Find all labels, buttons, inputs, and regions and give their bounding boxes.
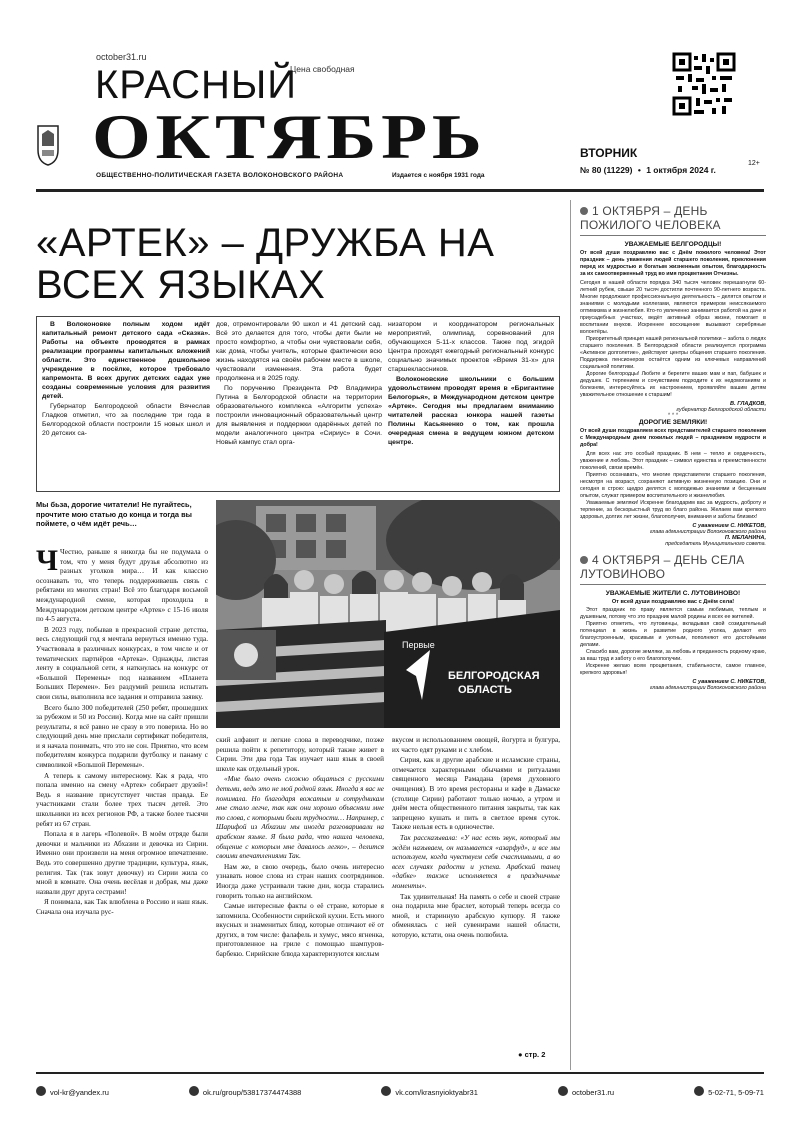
day-label: ВТОРНИК	[580, 146, 638, 160]
greet2-bold: От всей души поздравляем всех представителей старшего поколения с Международным днем пожилых людей – праздником мудрости и добра!	[580, 428, 766, 448]
article-a-p3: Всего было 300 победителей (250 ребят, прошедших за рубежом и 50 из России). Когда мне на сайт пришли результаты, я всё равно не сразу в это поверила. Но во следующий день мне прислали сертификат победителя, и я начала понимать, что это не сон. Приятно, что всем победителям конкурса подарили футболку и панаму с символикой «Большой Перемены».	[36, 703, 208, 770]
arrow-icon: ●	[518, 1050, 523, 1059]
article-col-a	[36, 544, 208, 919]
article-a-p6: Я понимала, как Так влюблена в Россию и наш язык. Сначала она изучала рус-	[36, 898, 208, 916]
article-b-p3: Нам же, в свою очередь, было очень интересно узнавать новое слова из стран наших соотрядников. Иногда даже устраивали такие дни, когда старались говорить только на английском.	[216, 862, 384, 900]
footer-site-text: october31.ru	[571, 1088, 615, 1097]
greet1-p1: Сегодня в нашей области порядка 340 тысяч человек перешагнули 60-летний рубеж, свыше 20 тысяч достигли почтенного 90-летнего возраста. Многие продолжают профессиональную деятельность – делятся опытом и знаниями с молодыми коллегами, являются примером неиссякаемого оптимизма и жизнелюбия. Кто-то увлеченно занимается работой на даче и приусадебных участках, ведёт активный образ жизни, помогает в воспитании внуков. Искреннее восхищение вызывают серебряные волонтёры.	[580, 280, 766, 335]
article-b-p2: «Мне было очень сложно общаться с русскими детьми, ведь это не мой родной язык. Иногда я вас не понимала. Но благодаря вожатым и сотрудникам мне стало легче, так как они хорошо объясняли мне то слова, с которыми были трудности… Например, с Шарифой из Абхазии мы иногда разговаривали на арабском языке. Я была рада, что нашла человека, общение с которым мне давалось легко», – делится своими впечатлениями Так.	[216, 775, 384, 861]
intro-col1-p2: Губернатор Белгородской области Вячеслав Гладков отметил, что за последние три года в Белгородской области построили 15 новых школ и 20 детских са-	[42, 403, 210, 437]
greet2-head: ДОРОГИЕ ЗЕМЛЯКИ!	[638, 419, 708, 426]
masthead-title-line1: КРАСНЫЙ	[95, 63, 298, 107]
intro-col3-p2: Волоконовские школьники с большим удовольствием проводят время в «Бригантине Белогорья», в Международном детском центре «Артек». Сегодня мы предлагаем вниманию читателей рассказ юнкора нашей газеты Полины Касьяненко о том, как прошла очередная смена в ведущем южном детском центре.	[388, 376, 554, 446]
article-c-p4: Так удивительная! На память о себе и своей стране она подарила мне браслет, который теперь всегда со мной, и старинную арабскую купюру. Я также обменялась с ней сувенирами нашей области, которую, кстати, она очень полюбила.	[392, 892, 560, 939]
article-c-p2: Сирия, как и другие арабские и исламские страны, отмечается характерными обычаями и ритуалами священного месяца Рамадана (время духовного очищения). В это время рестораны и кафе в Дамаске (столице Сирии) работают только ночью, а утром и днём места общественного питания закрыты, так как запрещено кушать и пить в светлое время суток. Также нельзя есть в одиночестве.	[392, 756, 560, 832]
article-a-p5: Попала я в лагерь «Полевой». В моём отряде были девочки и мальчики из Абхазии и девочка из Сирии. Именно они произвели на меня огромное впечатление. Ведь это совершенно другие традиции, культура, язык, религия. Так (так зовут девочку) из Сирии жила со мной в комнате. Она очень весёлая и добрая, мы даже назвали друг друга сестрами!	[36, 830, 208, 896]
site-url[interactable]: october31.ru	[96, 52, 147, 62]
greet2-p3: Уважаемые земляки! Искренне благодарим вас за мудрость, доброту и терпение, за бескорыстный труд во благо района. Желаем вам крепкого здоровья, долгих лет жизни, благополучия, внимания и заботы близких!	[580, 500, 766, 520]
greet3-bold: От всей души поздравляю вас с Днём села!	[611, 599, 735, 605]
article-c-p3: Так рассказывала: «У нас есть звук, который мы ждём называем, он называется «азарфуд», и все мы используем, когда чувствуем себя счастливыми, а во всех случаях радости и успеха. Арабский танец «дабке» также исполняется в праздничные моменты».	[392, 833, 560, 890]
article-a-p1	[36, 544, 208, 625]
globe-icon	[558, 1086, 568, 1096]
greet2-role2: председатель Муниципального совета.	[665, 541, 766, 547]
greet3-p2: Приятно отметить, что лутовинцы, вкладывая свой созидательный потенциал в жизнь и развитие родного уголка, делают его благоустроенным, красивым и уютным, пополняют его достойными делами.	[580, 621, 766, 648]
footer-vk-text: vk.com/krasnyioktyabr31	[395, 1088, 478, 1097]
greet3-p4: Искренне желаю всем процветания, стабильности, самое главное, крепкого здоровья!	[580, 663, 766, 676]
intro-col1	[42, 320, 210, 439]
vk-icon	[381, 1086, 391, 1096]
newspaper-subtitle: ОБЩЕСТВЕННО-ПОЛИТИЧЕСКАЯ ГАЗЕТА ВОЛОКОНОВСКОГО РАЙОНА	[96, 172, 344, 179]
headline	[36, 222, 566, 306]
drop-cap: Ч	[36, 544, 59, 577]
greet2-p2: Приятно осознавать, что многие представители старшего поколения, несмотря на возраст, сохраняют активную жизненную позицию. Они и сегодня в строю: щедро делятся с молодежью знаниями и бесценным опытом, служат примером воспитательного и жизнелюбия.	[580, 472, 766, 499]
continued-label: стр. 2	[524, 1050, 546, 1059]
district-emblem	[36, 124, 60, 166]
intro-col3	[388, 320, 554, 448]
continued-link[interactable]	[518, 1050, 545, 1059]
sidebar-section1-title	[580, 204, 766, 232]
article-a-p2: В 2023 году, побывав в прекрасной стране детства, весь следующий год я мечтала вернуться именно туда. Участвовала в различных конкурсах, в том числе и от тематических партнёров «Артека». Однажды, листая ленту в социальной сети, я наткнулась на конкурс от «Большой Перемены» под названием «Планета Больших Перемен». Без раздумий решила испытать свои силы, выполнила все задания и отправила заявку.	[36, 625, 208, 701]
greet2-role1: глава администрации Волоконовского района	[649, 529, 766, 535]
footer-email-text: vol-kr@yandex.ru	[50, 1088, 109, 1097]
article-a-p4: А теперь к самому интересному. Как я рада, что попала именно на смену «Артек» собирает друзей»! Ведь я название присутствует чистая правда. Ее участниками стали более трех тысяч детей. Это школьники из всех регионов РФ, а также более тысячи ребят из 67 стран.	[36, 771, 208, 828]
ok-icon	[189, 1086, 199, 1096]
greet2-p1: Для всех нас это особый праздник. В нем – тепло и сердечность, уважение и любовь. Этот праздник – символ единства и преемственности поколений, связи времён.	[580, 451, 766, 471]
intro-bold: В Волоконовке полным ходом идёт капитальный ремонт детского сада «Сказка». Работы на объекте проводятся в рамках реализации программы капитальных вложений области. Это единственное дошкольное учреждение в посёлке, которое требовало капремонта. В всех других детских садах уже созданы современные условия для развития детей.	[42, 321, 210, 400]
issue-number: № 80 (11229)	[580, 165, 633, 175]
greet3-p1: Этот праздник по праву является самым любимым, теплым и душевным, потому что это праздник малой родины и всех ее жителей.	[580, 607, 766, 620]
footer-site[interactable]	[558, 1086, 614, 1097]
headline-line2: ВСЕХ ЯЗЫКАХ	[36, 263, 326, 307]
masthead-rule	[36, 189, 764, 192]
footer-ok-text: ok.ru/group/53817374474388	[202, 1088, 302, 1097]
bullet-icon	[580, 207, 588, 215]
phone-icon	[694, 1086, 704, 1096]
age-rating: 12+	[748, 160, 760, 167]
intro-col2-p2: По поручению Президента РФ Владимира Путина в Белгородской области на территории образовательного комплекса «Алгоритм успеха» построили инновационный образовательный центр для выявления и поддержки одарённых детей по модели аналогичного центра «Сириус» в Сочи. Новый кампус стал орга-	[216, 385, 382, 446]
article-a-p1-text: Честно, раньше я никогда бы не подумала о том, что у меня будут друзья абсолютно из разных уголков мира… И как классно осознавать то, что теперь поддерживаешь связь с ребятами из многих стран! Всё это благодаря восьмой международной смене, которая проходила в Международном детском центре «Артек» с 15-16 июля по 4-5 августа.	[36, 548, 208, 624]
flag-text-line1: БЕЛГОРОДСКАЯ	[448, 670, 540, 682]
email-icon	[36, 1086, 46, 1096]
greet1-p3: Дорогие белгородцы! Любите и берегите ваших мам и пап, бабушек и дедушек. С терпением и сочувствием подходите к их недомоганиям и болезням, интересуйтесь их настроением, проявляйте вашим детям уважительное отношение к старшим!	[580, 371, 766, 398]
article-b-p4: Самые интересные факты о её стране, которые я запомнила. Особенности сирийской кухни. Есть много вкусных и знаменитых блюд, которые отличают её от других, в том числе: фалафель и хумус, мясо ягненка, приготовленное на гриле с помощью шампуров-барбекю. Сирийские блюда характеризуются кислым	[216, 902, 384, 959]
lead-text: Мы бьза, дорогие читатели! Не пугайтесь, прочтите мою статью до конца и тогда вы поймете, о чём идёт речь…	[36, 500, 192, 529]
greet1-sign: В. ГЛАДКОВ,	[730, 401, 766, 407]
greet1-bold: От всей души поздравляю вас с Днём пожилого человека! Этот праздник – день уважения людей старшего поколения, преклонения перед их мудростью и богатым жизненным опытом, благодарность за их самоотверженный труд во имя процветания Отчизны.	[580, 250, 766, 277]
greet2-sign2: П. МЕЛАНИНА,	[724, 535, 766, 541]
bullet: •	[637, 165, 641, 175]
issue-date: 1 октября 2024 г.	[646, 165, 716, 175]
sidebar-section2-title	[580, 553, 766, 581]
greet3-sign: С уважением С. НИКЕТОВ,	[692, 679, 766, 685]
masthead	[0, 0, 800, 200]
article-col-b	[216, 736, 384, 961]
stars-divider: * * *	[667, 413, 679, 419]
since-label: Издается с ноября 1931 года	[392, 172, 485, 179]
flag-text-line2: ОБЛАСТЬ	[458, 684, 512, 696]
greet2-sign1: С уважением С. НИКЕТОВ,	[692, 523, 766, 529]
footer-email[interactable]	[36, 1086, 109, 1097]
article-c-p1: вкусом и использованием овощей, йогурта и булгура, их часто едят руками и с хлебом.	[392, 736, 560, 754]
greet3-head: УВАЖАЕМЫЕ ЖИТЕЛИ С. ЛУТОВИНОВО!	[605, 590, 741, 597]
intro-col2	[216, 320, 382, 448]
masthead-title-line2: ОКТЯБРЬ	[92, 101, 487, 172]
footer-phones[interactable]	[694, 1086, 764, 1097]
footer-vk[interactable]	[381, 1086, 478, 1097]
sidebar	[580, 204, 766, 691]
qr-code[interactable]	[672, 52, 736, 116]
article-b-p1: ский алфавит и легкие слова в переводчике, позже решила пойти к репетитору, который также живет в Сирии. Эти два года Так изучает наш язык в своей школе как отдельный урок.	[216, 736, 384, 773]
article-col-c	[392, 736, 560, 941]
intro-col3-p1: низатором и координатором региональных мероприятий, олимпиад, соревнований для обучающихся 5-11-х классов. Также под эгидой Центра проходят ежегодный региональный конкурс социально значимых проектов «Время 31-х» для старшеклассников.	[388, 321, 554, 373]
greet3-p3: Спасибо вам, дорогие земляки, за любовь и преданность родному краю, за ваш труд и заботу о его благополучии.	[580, 649, 766, 662]
footer-rule	[36, 1072, 764, 1074]
flag-brand: Первые	[402, 640, 435, 650]
sec2-title: 4 ОКТЯБРЯ – ДЕНЬ СЕЛА ЛУТОВИНОВО	[580, 553, 745, 581]
footer-ok[interactable]	[189, 1086, 301, 1097]
price-label: Цена свободная	[290, 64, 355, 74]
footer-phones-text: 5-02-71, 5-09-71	[708, 1088, 764, 1097]
greet3-role: глава администрации Волоконовского района	[649, 685, 766, 691]
bullet-icon	[580, 556, 588, 564]
issue-line	[580, 165, 716, 175]
main-photo	[216, 500, 560, 728]
sec1-title: 1 ОКТЯБРЯ – ДЕНЬ ПОЖИЛОГО ЧЕЛОВЕКА	[580, 204, 721, 232]
intro-col2-p1: дов, отремонтировали 90 школ и 41 детский сад. Всё это делается для того, чтобы дети были не просто комфортно, а чтобы они чувствовали себя, как дома, чтобы учитель, которые фактически всю жизнь находятся на своём рабочем месте в школе, чувствовали изменения. Эта работа будет продолжена и в 2025 году.	[216, 321, 382, 382]
greet1-head: УВАЖАЕМЫЕ БЕЛГОРОДЦЫ!	[624, 241, 722, 248]
greet1-p2: Приоритетный принцип нашей региональной политики – забота о людях старшего поколения. В Белгородской области реализуется программа «Активное долголетие», действуют центры общения старшего поколения. Поддержка пенсионеров остаётся одним из ключевых направлений социальной политики.	[580, 336, 766, 370]
greet1-role: губернатор Белгородской области	[676, 407, 766, 413]
sidebar-divider	[570, 200, 571, 1070]
headline-line1: «АРТЕК» – ДРУЖБА НА	[36, 221, 495, 265]
footer	[36, 1086, 764, 1097]
